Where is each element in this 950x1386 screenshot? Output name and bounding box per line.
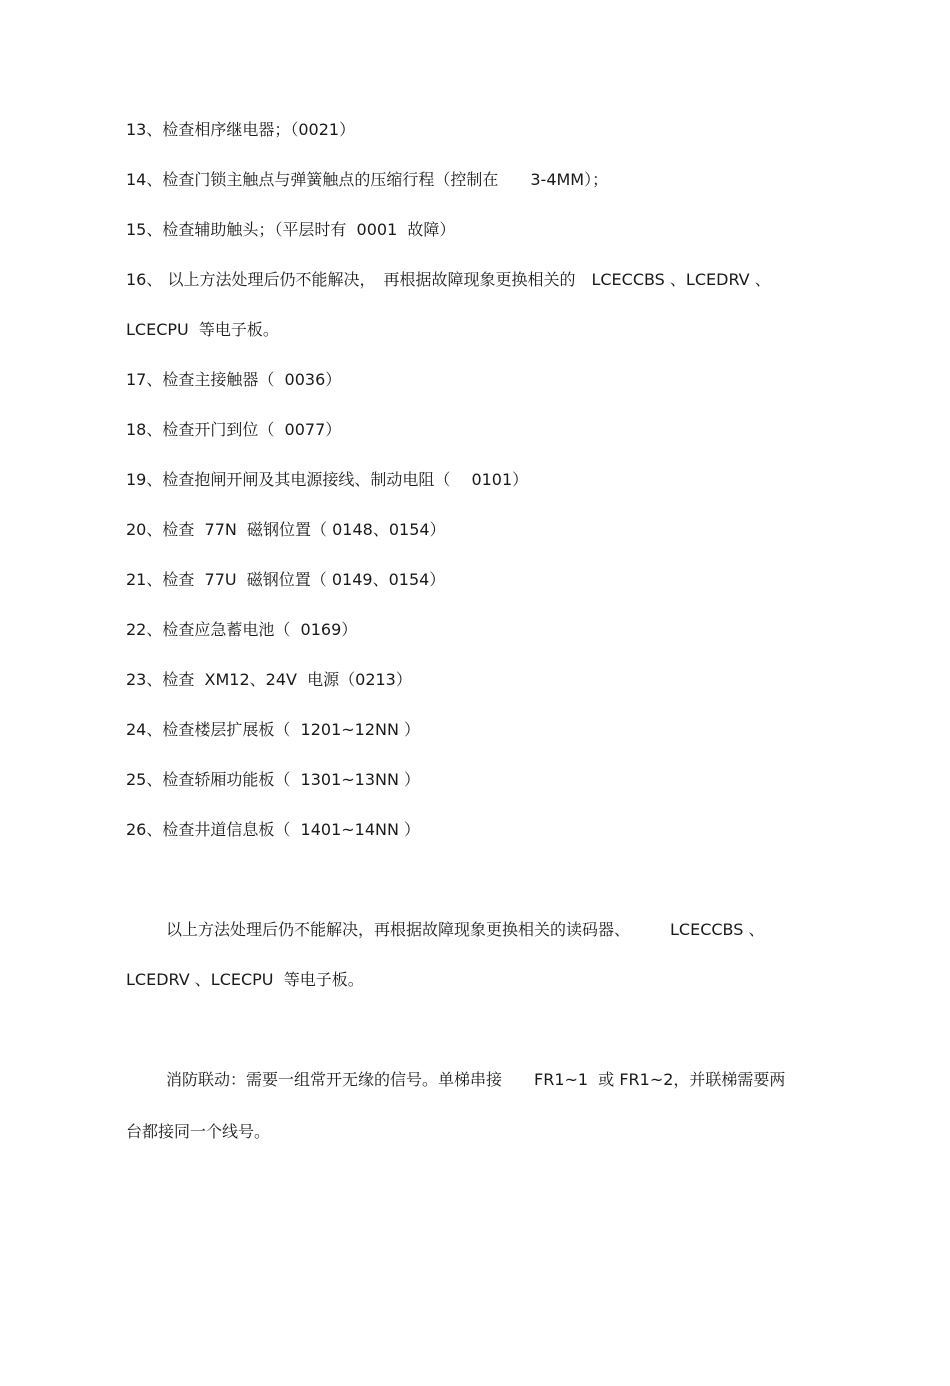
list-item-24: 24、检查楼层扩展板（ 1201~12NN ）	[126, 720, 421, 739]
list-item-18: 18、检查开门到位（ 0077）	[126, 420, 342, 439]
list-item-17: 17、检查主接触器（ 0036）	[126, 370, 342, 389]
list-item-20: 20、检查 77N 磁钢位置（ 0148、0154）	[126, 520, 446, 539]
list-item-23: 23、检查 XM12、24V 电源（0213）	[126, 670, 412, 689]
list-item-26: 26、检查井道信息板（ 1401~14NN ）	[126, 820, 421, 839]
list-item-16-continuation: LCECPU 等电子板。	[126, 320, 279, 339]
list-item-16: 16、 以上方法处理后仍不能解决， 再根据故障现象更换相关的 LCECCBS 、LCEDRV 、	[126, 270, 771, 289]
list-item-22: 22、检查应急蓄电池（ 0169）	[126, 620, 358, 639]
paragraph-replace-boards-line2: LCEDRV 、LCECPU 等电子板。	[126, 970, 364, 989]
list-item-14: 14、检查门锁主触点与弹簧触点的压缩行程（控制在 3-4MM）；	[126, 170, 609, 189]
paragraph-replace-boards-line1: 以上方法处理后仍不能解决，再根据故障现象更换相关的读码器、 LCECCBS 、	[166, 920, 765, 939]
list-item-15: 15、检查辅助触头；（平层时有 0001 故障）	[126, 220, 456, 239]
paragraph-fire-linkage-line2: 台都接同一个线号。	[126, 1122, 271, 1141]
list-item-19: 19、检查抱闸开闸及其电源接线、制动电阻（ 0101）	[126, 470, 529, 489]
list-item-21: 21、检查 77U 磁钢位置（ 0149、0154）	[126, 570, 446, 589]
list-item-25: 25、检查轿厢功能板（ 1301~13NN ）	[126, 770, 421, 789]
paragraph-fire-linkage-line1: 消防联动：需要一组常开无缘的信号。单梯串接 FR1~1 或 FR1~2，并联梯需要两	[166, 1070, 786, 1089]
list-item-13: 13、检查相序继电器；（0021）	[126, 120, 356, 139]
